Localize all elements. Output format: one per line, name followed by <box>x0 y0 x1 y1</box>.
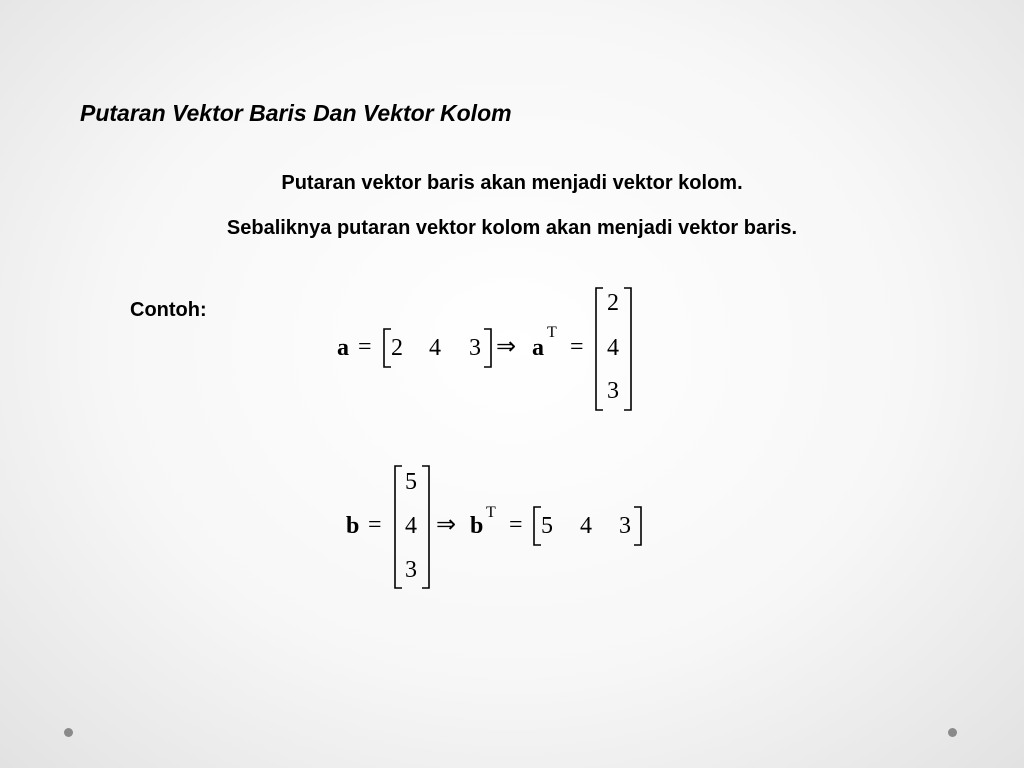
transpose-superscript: T <box>547 324 557 341</box>
right-bracket <box>482 328 494 368</box>
slide-title: Putaran Vektor Baris Dan Vektor Kolom <box>80 100 512 126</box>
equals-sign: = <box>570 334 584 360</box>
var-b-transpose: b <box>470 513 484 539</box>
right-bracket <box>622 287 634 411</box>
column-entry: 3 <box>607 378 619 404</box>
equals-sign: = <box>358 334 372 360</box>
decorative-dot-right <box>948 728 957 737</box>
right-bracket <box>632 506 644 546</box>
row-entry: 4 <box>429 335 441 361</box>
equals-sign: = <box>509 512 523 538</box>
row-entry: 2 <box>391 335 403 361</box>
statement-column-to-row: Sebaliknya putaran vektor kolom akan menjadi vektor baris. <box>226 217 798 239</box>
equals-sign: = <box>368 512 382 538</box>
implies-arrow: ⇒ <box>436 512 457 538</box>
var-a-transpose: a <box>532 335 544 361</box>
right-bracket <box>420 465 432 589</box>
transpose-superscript: T <box>486 504 496 521</box>
column-entry: 4 <box>607 335 619 361</box>
row-entry: 5 <box>541 513 553 539</box>
row-entry: 3 <box>469 335 481 361</box>
column-entry: 4 <box>405 513 417 539</box>
column-entry: 3 <box>405 557 417 583</box>
left-bracket <box>393 465 405 589</box>
decorative-dot-left <box>64 728 73 737</box>
example-label: Contoh: <box>130 299 207 321</box>
implies-arrow: ⇒ <box>496 334 517 360</box>
left-bracket <box>594 287 606 411</box>
var-b: b <box>346 513 360 539</box>
statement-row-to-column: Putaran vektor baris akan menjadi vektor kolom. <box>281 172 743 194</box>
var-a: a <box>337 335 349 361</box>
column-entry: 2 <box>607 290 619 316</box>
row-entry: 3 <box>619 513 631 539</box>
row-entry: 4 <box>580 513 592 539</box>
column-entry: 5 <box>405 469 417 495</box>
